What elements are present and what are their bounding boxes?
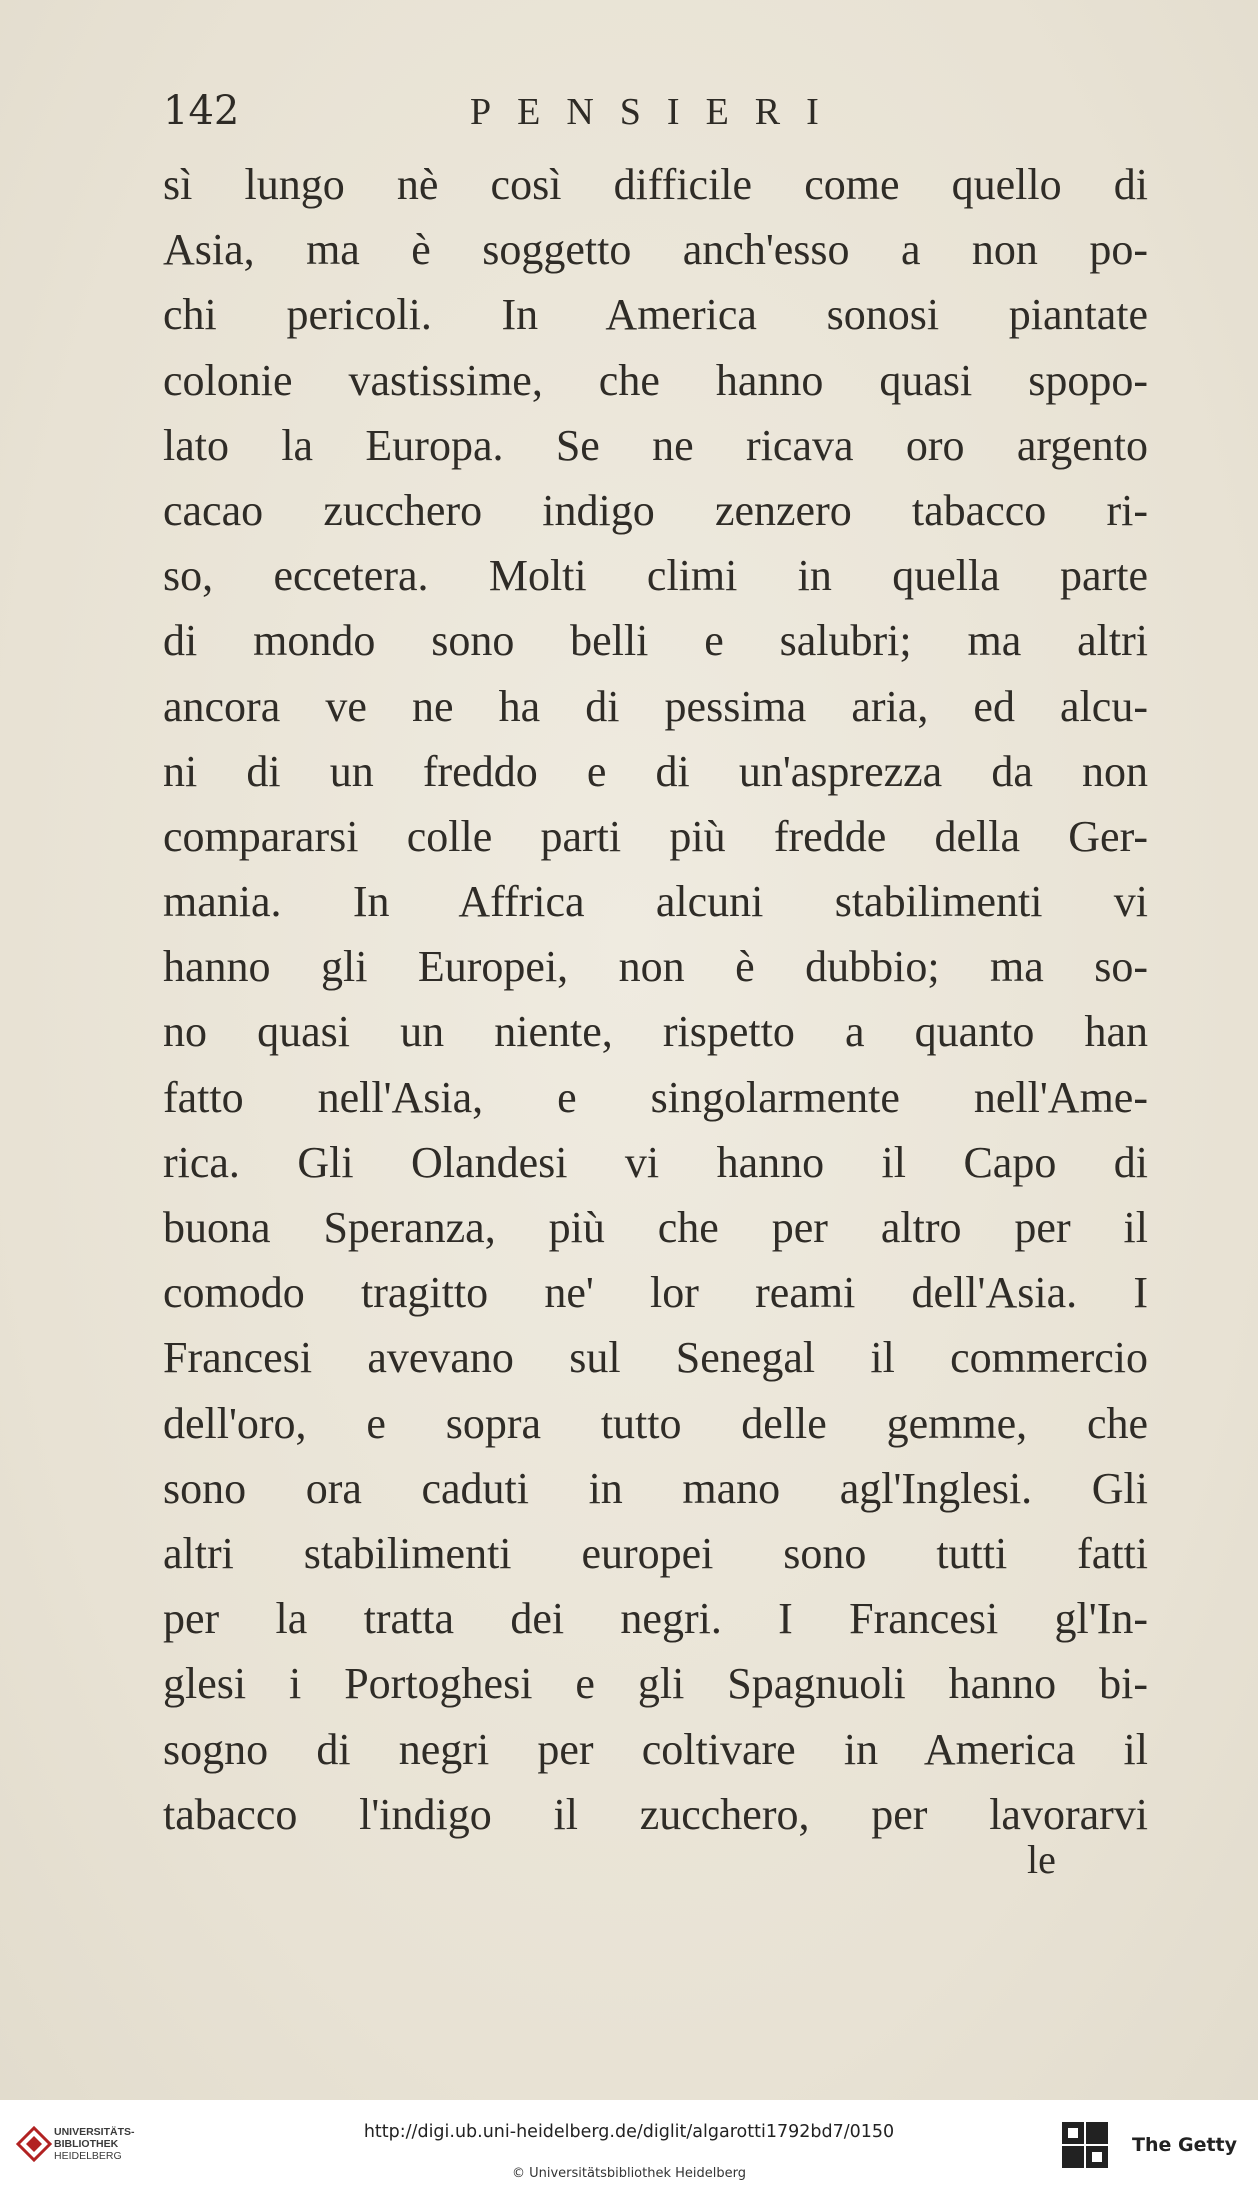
text-line: altri stabilimenti europei sono tutti fatti: [163, 1528, 1148, 1578]
catchword: le: [1027, 1837, 1056, 1882]
running-head: [163, 88, 1143, 144]
running-title: PENSIERI: [470, 91, 845, 133]
text-line: sogno di negri per coltivare in America il: [163, 1724, 1148, 1774]
copyright-notice: © Universitätsbibliothek Heidelberg: [511, 2166, 746, 2181]
text-line: dell'oro, e sopra tutto delle gemme, che: [163, 1398, 1148, 1448]
text-line: ancora ve ne ha di pessima aria, ed alcu-: [163, 681, 1148, 731]
text-line: sono ora caduti in mano agl'Inglesi. Gli: [163, 1463, 1148, 1513]
text-line: mania. In Affrica alcuni stabilimenti vi: [163, 877, 1148, 927]
text-line: sì lungo nè così difficile come quello di: [163, 160, 1148, 209]
permalink-url[interactable]: http://digi.ub.uni-heidelberg.de/diglit/algarotti1792bd7/0150: [363, 2122, 895, 2142]
university-library-name: UNIVERSITÄTS- BIBLIOTHEK HEIDELBERG: [54, 2126, 135, 2162]
text-line: fatto nell'Asia, e singolarmente nell'Ame-: [163, 1072, 1148, 1122]
text-line: so, eccetera. Molti climi in quella parte: [163, 551, 1148, 601]
text-line: compararsi colle parti più fredde della Ger-: [163, 811, 1148, 861]
text-line: no quasi un niente, rispetto a quanto han: [163, 1007, 1148, 1057]
text-line: ni di un freddo e di un'asprezza da non: [163, 746, 1148, 796]
text-line: rica. Gli Olandesi vi hanno il Capo di: [163, 1137, 1148, 1187]
text-line: glesi i Portoghesi e gli Spagnuoli hanno bi-: [163, 1659, 1148, 1709]
viewer-footer: [0, 2100, 1258, 2196]
text-line: hanno gli Europei, non è dubbio; ma so-: [163, 942, 1148, 992]
text-line: di mondo sono belli e salubri; ma altri: [163, 616, 1148, 666]
text-line: colonie vastissime, che hanno quasi spopo-: [163, 355, 1148, 405]
text-line: cacao zucchero indigo zenzero tabacco ri-: [163, 485, 1148, 535]
text-line: lato la Europa. Se ne ricava oro argento: [163, 420, 1148, 470]
getty-name: The Getty: [1132, 2134, 1238, 2156]
text-line: comodo tragitto ne' lor reami dell'Asia. I: [163, 1268, 1148, 1318]
getty-logo-icon: [1060, 2120, 1110, 2176]
text-line: tabacco l'indigo il zucchero, per lavorarvi: [163, 1789, 1148, 1839]
body-text: [163, 152, 1148, 1847]
text-line: Francesi avevano sul Senegal il commercio: [163, 1333, 1148, 1383]
page-number: 142: [163, 88, 240, 134]
text-line: chi pericoli. In America sonosi piantate: [163, 290, 1148, 340]
text-line: buona Speranza, più che per altro per il: [163, 1203, 1148, 1252]
text-line: Asia, ma è soggetto anch'esso a non po-: [163, 225, 1148, 275]
text-line: per la tratta dei negri. I Francesi gl'In-: [163, 1594, 1148, 1644]
